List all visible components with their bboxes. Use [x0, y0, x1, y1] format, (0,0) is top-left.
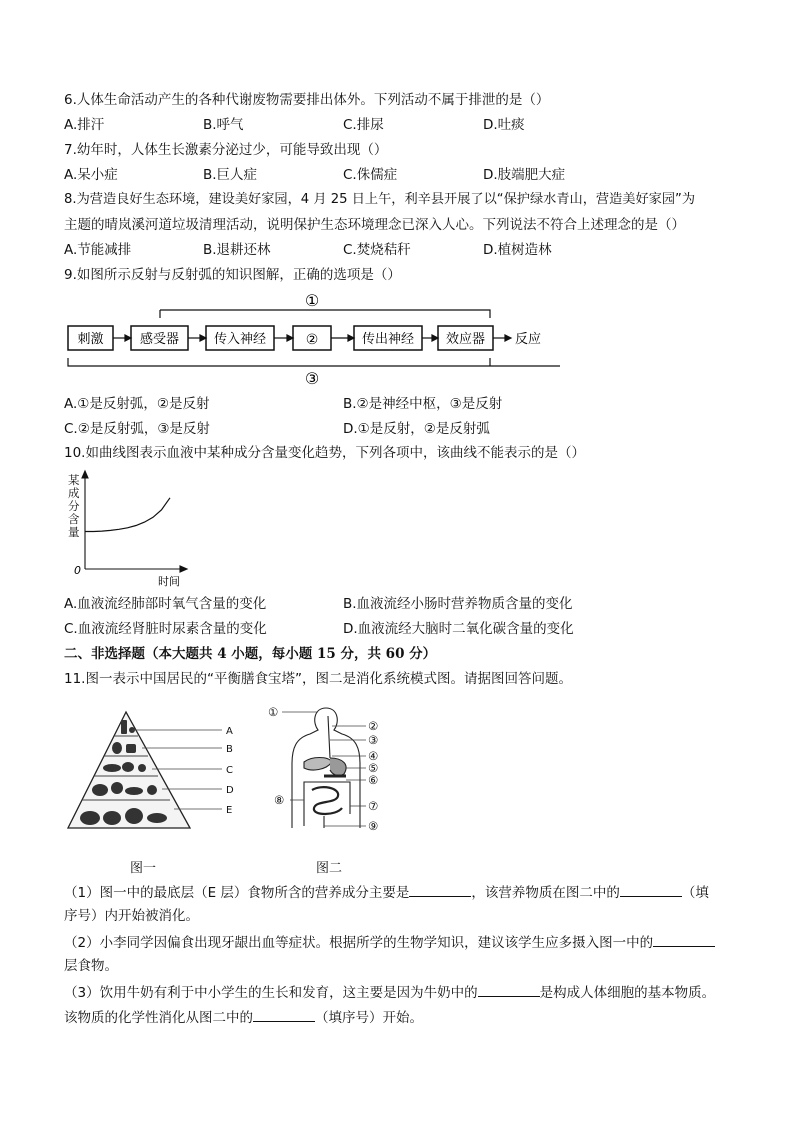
q11-sub2-line2: 层食物。	[64, 958, 118, 974]
q6-option-c: C.排尿	[343, 117, 384, 133]
q10-option-d: D.血液流经大脑时二氧化碳含量的变化	[343, 621, 574, 637]
x-axis-arrow	[180, 566, 187, 572]
q8-option-c: C.焚烧秸秆	[343, 242, 411, 258]
q11-sub3-text-b: 是构成人体细胞的基本物质。	[539, 985, 716, 1001]
q9-option-a: A.①是反射弧，②是反射	[64, 396, 210, 412]
box-receptor-label: 感受器	[139, 332, 180, 347]
organ-label-5: ⑤	[368, 761, 379, 775]
y-label-char: 某	[68, 473, 80, 487]
q11-sub3-line1	[64, 982, 715, 1002]
q11-sub3-text-d: （填序号）开始。	[315, 1010, 423, 1026]
oil-bottle-icon	[121, 720, 127, 734]
organ-label-4: ④	[368, 749, 379, 763]
q6-option-d: D.吐痰	[483, 117, 525, 133]
box-afferent-nerve-label: 传入神经	[213, 332, 267, 347]
figure-2-caption: 图二	[316, 861, 343, 876]
q11-stem: 11.图一表示中国居民的“平衡膳食宝塔”，图二是消化系统模式图。请据图回答问题。	[64, 671, 572, 687]
label-circle-3: ③	[304, 369, 320, 388]
answer-blank[interactable]	[478, 982, 540, 997]
bread-icon	[80, 811, 100, 825]
q7-option-d: D.肢端肥大症	[483, 167, 566, 183]
q7-option-a: A.呆小症	[64, 167, 118, 183]
digestive-system-figure	[266, 704, 396, 838]
fruit-icon	[111, 782, 123, 794]
eggplant-icon	[125, 787, 143, 795]
q8-option-d: D.植树造林	[483, 242, 552, 258]
reflex-arc-diagram	[60, 288, 560, 388]
x-axis-label: 时间	[158, 575, 180, 588]
y-axis-label	[68, 473, 80, 539]
esophagus	[328, 716, 330, 758]
answer-blank[interactable]	[653, 932, 715, 947]
q8-stem-line2: 主题的晴岚溪河道垃圾清理活动，说明保护生态环境理念已深入人心。下列说法不符合上述理念的是（）	[64, 217, 685, 233]
organ-label-2: ②	[368, 719, 379, 733]
fish-icon	[103, 764, 121, 772]
q11-sub1-line1	[64, 882, 709, 902]
figure-1-caption: 图一	[130, 861, 157, 876]
pyramid-label-a: A	[226, 726, 233, 737]
q11-sub3-text-c: 该物质的化学性消化从图二中的	[64, 1010, 253, 1026]
q10-option-c: C.血液流经肾脏时尿素含量的变化	[64, 621, 267, 637]
q7-option-c: C.侏儒症	[343, 167, 398, 183]
label-circle-1: ①	[304, 291, 320, 310]
answer-blank[interactable]	[253, 1007, 315, 1022]
q6-option-b: B.呼气	[203, 117, 244, 133]
q7-option-b: B.巨人症	[203, 167, 258, 183]
large-intestine	[304, 782, 350, 826]
rice-icon	[103, 811, 121, 825]
q10-option-b: B.血液流经小肠时营养物质含量的变化	[343, 596, 573, 612]
y-label-char: 量	[68, 525, 80, 539]
q11-sub2-line1	[64, 932, 715, 952]
q11-sub2-text-a: （2）小李同学因偏食出现牙龈出血等症状。根据所学的生物学知识，建议该学生应多摄入图一中的	[64, 935, 654, 951]
answer-blank[interactable]	[409, 882, 471, 897]
q11-sub1-text-a: （1）图一中的最底层（E 层）食物所含的营养成分主要是	[64, 885, 410, 901]
q6-option-a: A.排汗	[64, 117, 105, 133]
q10-option-a: A.血液流经肺部时氧气含量的变化	[64, 596, 267, 612]
q9-stem: 9.如图所示反射与反射弧的知识图解，正确的选项是（）	[64, 267, 401, 283]
food-pyramid-figure	[62, 706, 252, 834]
y-label-char: 分	[68, 499, 80, 513]
small-intestine	[312, 787, 342, 814]
bean-icon	[126, 744, 136, 753]
q8-stem-line1: 8.为营造良好生态环境，建设美好家园，4 月 25 日上午，利辛县开展了以“保护绿水青山，营造美好家园”为	[64, 192, 696, 207]
liver	[304, 758, 332, 771]
q11-sub3-text-a: （3）饮用牛奶有利于中小学生的生长和发育，这主要是因为牛奶中的	[64, 985, 478, 1001]
pyramid-label-c: C	[226, 765, 233, 776]
q11-sub1-line2: 序号）内开始被消化。	[64, 908, 199, 924]
q8-option-a: A.节能减排	[64, 242, 132, 258]
box-circle-2-label: ②	[305, 332, 319, 348]
origin-label: 0	[74, 564, 81, 577]
vegetable-icon	[92, 784, 108, 796]
organ-label-3: ③	[368, 733, 379, 747]
q9-option-b: B.②是神经中枢，③是反射	[343, 396, 503, 412]
milk-icon	[112, 742, 122, 754]
potato-icon	[125, 808, 143, 824]
q11-sub3-line2	[64, 1007, 423, 1027]
series-line	[85, 498, 170, 532]
y-axis-arrow	[82, 471, 88, 478]
q11-sub1-text-c: （填	[681, 885, 709, 901]
pyramid-label-e: E	[226, 805, 233, 816]
egg-icon	[138, 764, 146, 772]
apple-icon	[147, 785, 157, 795]
q11-sub1-text-b: ，该营养物质在图二中的	[471, 885, 620, 901]
q10-stem: 10.如曲线图表示血液中某种成分含量变化趋势，下列各项中，该曲线不能表示的是（）	[64, 445, 585, 461]
stomach	[330, 758, 346, 776]
y-label-char: 成	[68, 486, 80, 500]
pyramid-label-d: D	[226, 785, 234, 796]
q7-stem: 7.幼年时，人体生长激素分泌过少，可能导致出现（）	[64, 142, 388, 158]
section-title: 二、非选择题（本大题共 4 小题，每小题 15 分，共 60 分）	[64, 646, 437, 662]
corn-icon	[147, 813, 167, 823]
organ-label-6: ⑥	[368, 773, 379, 787]
organ-label-8: ⑧	[274, 793, 285, 807]
q9-option-d: D.①是反射，②是反射弧	[343, 421, 490, 437]
meat-icon	[122, 762, 134, 772]
pyramid-label-b: B	[226, 744, 233, 755]
organ-label-9: ⑨	[368, 819, 379, 833]
content-curve-chart	[60, 466, 190, 588]
box-effector-label: 效应器	[445, 332, 486, 347]
y-label-char: 含	[68, 512, 80, 526]
response-label: 反应	[515, 332, 542, 347]
box-efferent-nerve-label: 传出神经	[361, 332, 415, 347]
q9-option-c: C.②是反射弧，③是反射	[64, 421, 210, 437]
answer-blank[interactable]	[620, 882, 682, 897]
q8-option-b: B.退耕还林	[203, 242, 271, 258]
organ-label-1: ①	[268, 705, 279, 719]
q6-stem: 6.人体生命活动产生的各种代谢废物需要排出体外。下列活动不属于排泄的是（）	[64, 92, 550, 108]
organ-label-7: ⑦	[368, 799, 379, 813]
box-stimulus-label: 刺激	[77, 332, 104, 347]
